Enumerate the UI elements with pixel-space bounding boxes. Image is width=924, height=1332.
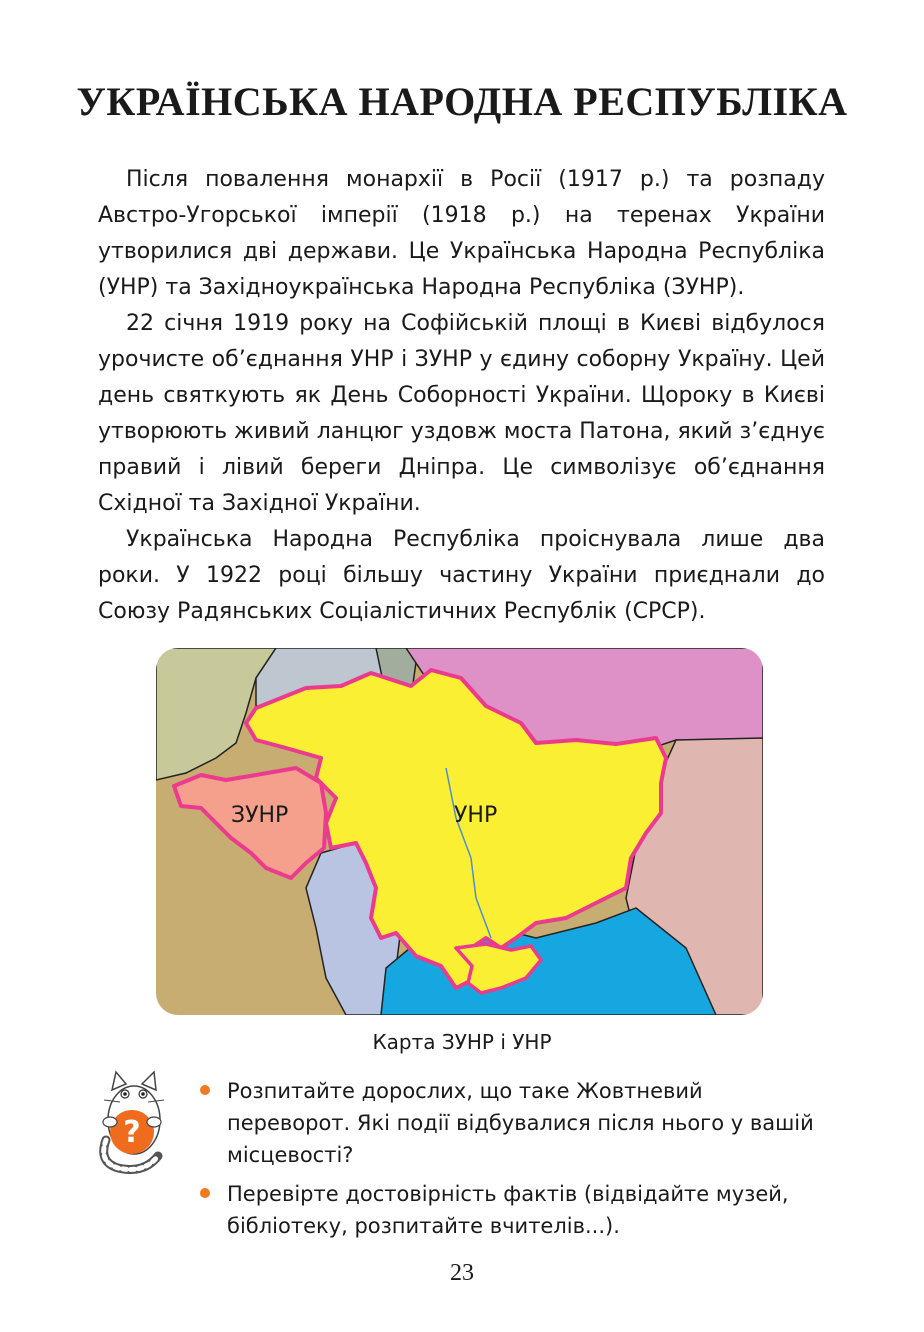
article-body (98, 162, 825, 630)
page-number: 23 (450, 1260, 474, 1286)
map-label-zunr: ЗУНР (231, 803, 289, 828)
task-item (200, 1178, 825, 1242)
page-title: УКРАЇНСЬКА НАРОДНА РЕСПУБЛІКА (76, 79, 848, 124)
svg-text:?: ? (123, 1115, 141, 1150)
bullet-icon (200, 1188, 210, 1198)
task-text: Перевірте достовірність фактів (відвідайте музей, бібліотеку, розпитайте вчителів...). (227, 1182, 789, 1238)
paragraph: 22 січня 1919 року на Софійській площі в Києві відбулося урочисте об’єднання УНР і ЗУНР у єдину соборну Україну. Цей день святкують як День Соборності України. Щороку в Києві утворюють живий ланцюг уздовж моста Патона, який з’єднує правий і лівий береги Дніпра. Це символізує об’єднання Східної та Західної України. (98, 311, 826, 516)
zunr-unr-map (156, 648, 763, 1015)
paragraph: Після повалення монархії в Росії (1917 р.) та розпаду Австро-Угорської імперії (1918 р.) на теренах України утворилися дві держави. Це Українська Народна Республіка (УНР) та Західноукраїнська Народна Республіка (ЗУНР). (98, 167, 825, 300)
task-item (200, 1075, 825, 1171)
bullet-icon (200, 1085, 210, 1095)
cat-question-mark-icon (96, 1070, 170, 1174)
map-label-unr: УНР (454, 803, 498, 828)
paragraph: Українська Народна Республіка проіснувала лише два роки. У 1922 році більшу частину України приєднали до Союзу Радянських Соціалістичних Республік (СРСР). (98, 527, 825, 624)
map-caption: Карта ЗУНР і УНР (372, 1030, 552, 1054)
task-text: Розпитайте дорослих, що таке Жовтневий переворот. Які події відбувалися після нього у вашій місцевості? (227, 1079, 814, 1167)
task-list (200, 1075, 825, 1249)
